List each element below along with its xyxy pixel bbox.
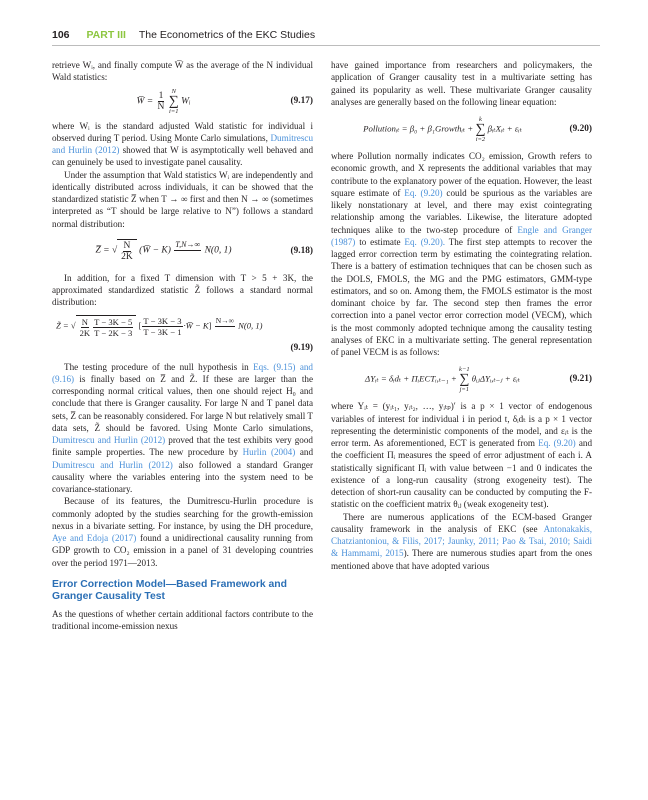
sum-lower: j=1 <box>459 385 470 393</box>
header-rule <box>52 45 600 46</box>
paragraph: Under the assumption that Wald statistics Wᵢ are independently and identically distributed across individuals, it can be showed that the standardized statistic Z̅ when T → ∞ first and then N → ∞ (sometimes interpreted as “T should be large relative to N”) follows a standard normal distribution: <box>52 169 313 229</box>
equation-number: (9.17) <box>290 96 313 107</box>
eq-term: βᵢₜXᵢₜ + εᵢₜ <box>487 123 522 134</box>
numerator: T − 3K − 3 <box>143 315 182 326</box>
text: Because of its features, the Dumitrescu-Hurlin procedure is commonly adopted by the studies searching for the growth-emission nexus in a bivariate setting. For instance, by using the DH procedure, <box>52 496 313 531</box>
part-title: The Econometrics of the EKC Studies <box>138 29 316 41</box>
eq-lhs: W̅ = <box>136 96 154 107</box>
text: could be spurious as the variables are likely nonstationary at level, and there may exist cointegrating relationship among the variables. Likewise, the literature adopted techniques alike to the two-step procedure of <box>331 187 593 235</box>
paragraph: retrieve Wᵢ, and finally compute W̅ as the average of the N individual Wald statistics: <box>52 60 313 83</box>
text: ). There are numerous studies apart from the ones mentioned above that have adopted various <box>331 548 592 571</box>
sum-upper: N <box>171 88 176 95</box>
equation-9-17 <box>52 90 313 114</box>
equation-9-18: Z̅ = √ $\frac{N}{2K}$ (W̅ − K) T,N→∞ N(0, 1) (9.18) <box>95 240 313 263</box>
text: where Wᵢ is the standard adjusted Wald statistic for individual i observed during T period. Using Monte Carlo simulations, <box>52 120 313 143</box>
fraction <box>93 317 133 338</box>
denominator: 2K <box>121 252 133 263</box>
paragraph: In addition, for a fixed T dimension with T > 5 + 3K, the approximated standardized statistic Z̃ follows a standard normal distribution: <box>52 272 313 308</box>
summation <box>475 116 485 143</box>
text: also followed a standard Granger causality where the variables entering into the system need to be covariance-stationary. <box>52 459 313 494</box>
fraction <box>157 91 166 112</box>
square-root <box>117 239 137 262</box>
sigma-symbol: ∑ <box>475 121 486 137</box>
square-root <box>76 315 137 338</box>
denominator: 2K <box>79 327 91 338</box>
equation-9-19: Z̃ = √ $\frac{N}{2K}$ $\frac{T - 3K - 5}{T - 2K - 3}$ [ $\frac{T - 3K - 3}{T - 3K - 1}$ ·W̅ − K] N→∞ N(0, 1) (9.19) <box>56 315 313 354</box>
eq-mid: (W̅ − K) <box>139 245 171 256</box>
paragraph <box>331 511 592 572</box>
citation-link[interactable]: Hurlin (2004) <box>242 447 296 458</box>
sum-lower: i=2 <box>475 135 486 143</box>
eq-lhs: Pollutionᵢₜ = β₀ + β₁Growthᵢₜ + <box>363 123 474 134</box>
fraction <box>142 316 182 337</box>
paragraph <box>52 361 313 496</box>
sigma-symbol: ∑ <box>168 94 179 109</box>
text: where Yᵢₜ = (yᵢₜ₁, yᵢₜ₂, …, yᵢₜₚ)′ is a p × 1 vector of endogenous variables of interest for individual i in period t, δᵢdₜ is a p × 1 vector representing the deterministic components of the model, and εᵢₜ is the error term. As aforementioned, ECT is generated from <box>331 401 592 448</box>
citation-link[interactable]: Aye and Edoja (2017) <box>52 533 137 543</box>
paragraph <box>52 495 313 569</box>
equation-9-21 <box>331 364 592 394</box>
running-header <box>52 29 612 45</box>
text: to estimate <box>359 236 401 247</box>
paragraph <box>331 150 592 358</box>
sigma-symbol: ∑ <box>459 371 470 387</box>
page-number: 106 <box>52 29 70 41</box>
equation-link[interactable]: Eq. (9.20) <box>538 438 576 448</box>
numerator: 1 <box>158 91 164 101</box>
paragraph: have gained importance from researchers and policymakers, the application of Granger causality test in a multivariate setting has gained its popularity as well. These multivariate Granger causality analyses are generally based on the following linear equation: <box>331 60 592 107</box>
arrow-label: N→∞ <box>215 315 234 325</box>
equation-number: (9.20) <box>569 123 592 134</box>
limit-arrow <box>215 316 235 337</box>
limit-arrow <box>174 240 201 261</box>
eq-rhs: N(0, 1) <box>238 319 263 330</box>
equation-number: (9.21) <box>569 374 592 385</box>
citation-link[interactable]: Antonakakis, Chatziantoniou, & Filis, 2017; Jaunky, 2011; Pao & Tsai, 2010; Saidi & Hammami, 2015 <box>331 523 592 559</box>
section-heading: Error Correction Model—Based Framework and Granger Causality Test <box>52 578 287 603</box>
denominator: T − 2K − 3 <box>94 327 133 338</box>
numerator: N <box>123 241 131 252</box>
fraction <box>79 317 92 338</box>
text: where Pollution normally indicates CO₂ emission, Growth refers to economic growth, and X represents the additional variables that may contribute to the explanatory power of the equation. However, the least square estimate of <box>331 151 592 198</box>
equation-number: (9.18) <box>290 245 313 256</box>
sum-upper: k <box>478 115 482 123</box>
text: proved that the test exhibits very good finite sample properties. The new procedure by <box>52 435 313 458</box>
paragraph <box>331 400 592 510</box>
fraction <box>120 241 134 262</box>
equation-link[interactable]: Eq. (9.20). <box>404 236 446 247</box>
part-label: PART III <box>86 29 126 41</box>
equation-link[interactable]: Eqs. (9.15) and (9.16) <box>52 361 313 384</box>
equation-number: (9.19) <box>290 343 313 354</box>
citation-link[interactable]: Dumitrescu and Hurlin (2012) <box>52 435 166 445</box>
sum-upper: k−1 <box>459 365 470 373</box>
citation-link[interactable]: Dumitrescu and Hurlin (2012) <box>52 459 173 470</box>
eq-term: Wᵢ <box>181 96 191 107</box>
right-column <box>331 59 592 572</box>
left-column <box>52 59 313 632</box>
summation <box>459 366 470 393</box>
text: The first step attempts to recover the lagged error correction term by estimating the cointegrating relation. There is a battery of estimation techniques that can be chosen such as the DOLS, FMOLS, the MG and the PMG estimators, GMM-type estimators, and so on. Among them, the FMOLS estimator is the most dominant choice by far. The second step then frames the error correction into a panel vector error correction model (VECM), which is the most commonly adopted technique among the causality testing analyses of EKC in a multivariate setting. The general representation of panel VECM is as follows: <box>331 236 592 357</box>
paragraph: As the questions of whether certain additional factors contribute to the traditional income-emission nexus <box>52 608 313 631</box>
paragraph <box>52 120 313 169</box>
eq-term: θᵢⱼΔYᵢ,ₜ₋ⱼ + εᵢₜ <box>471 373 520 384</box>
eq-term: ·W̅ − K <box>183 319 209 330</box>
equation-9-20 <box>331 114 592 144</box>
text: found a unidirectional causality running from GDP growth to CO₂ emission in a panel of 31 developing countries over the period 1971—2013. <box>52 533 314 568</box>
text: There are numerous applications of the ECM-based Granger causality framework in the analysis of EKC (see <box>331 511 592 534</box>
eq-lhs: ΔYᵢₜ = δᵢdₜ + ΠᵢECTᵢ,ₜ₋₁ + <box>365 373 457 384</box>
arrow-label: T,N→∞ <box>175 240 201 250</box>
numerator: T − 3K − 5 <box>94 316 133 327</box>
citation-link[interactable]: Dumitrescu and Hurlin (2012) <box>52 132 314 155</box>
eq-lhs: Z̅ = <box>95 245 110 256</box>
eq-lhs: Z̃ = <box>56 319 69 330</box>
denominator: N <box>157 102 165 112</box>
text: The testing procedure of the null hypothesis in <box>64 361 249 372</box>
text: showed that W is asymptotically well behaved and can genuinely be used to investigate panel causality. <box>52 145 314 168</box>
text: is finally based on Z̅ and Z̃. If these are larger than the corresponding normal critical values, then one should reject H₀ and conclude that there is Granger causality. For large N and T panel data sets, Z̅ can be reasonably considered. For large N but relatively small T data sets, Z̃ should be favored. Using Monte Carlo simulations, <box>52 373 313 433</box>
eq-rhs: N(0, 1) <box>204 245 232 256</box>
text: and <box>299 447 314 458</box>
sum-lower: i=1 <box>169 108 179 115</box>
text: and the coefficient Πᵢ measures the speed of error adjustment of each i. A statistically significant Πᵢ with value between −1 and 0 indicates the existence of a long-run causality (strong exogeneity test). The detection of short-run causality can be conducted by computing the F-statistic on the coefficient matrix θᵢⱼ (weak exogeneity test). <box>331 438 593 510</box>
numerator: N <box>81 316 88 327</box>
citation-link[interactable]: Engle and Granger (1987) <box>331 224 592 247</box>
denominator: T − 3K − 1 <box>143 326 182 337</box>
equation-link[interactable]: Eq. (9.20) <box>404 187 443 198</box>
summation <box>169 88 179 115</box>
